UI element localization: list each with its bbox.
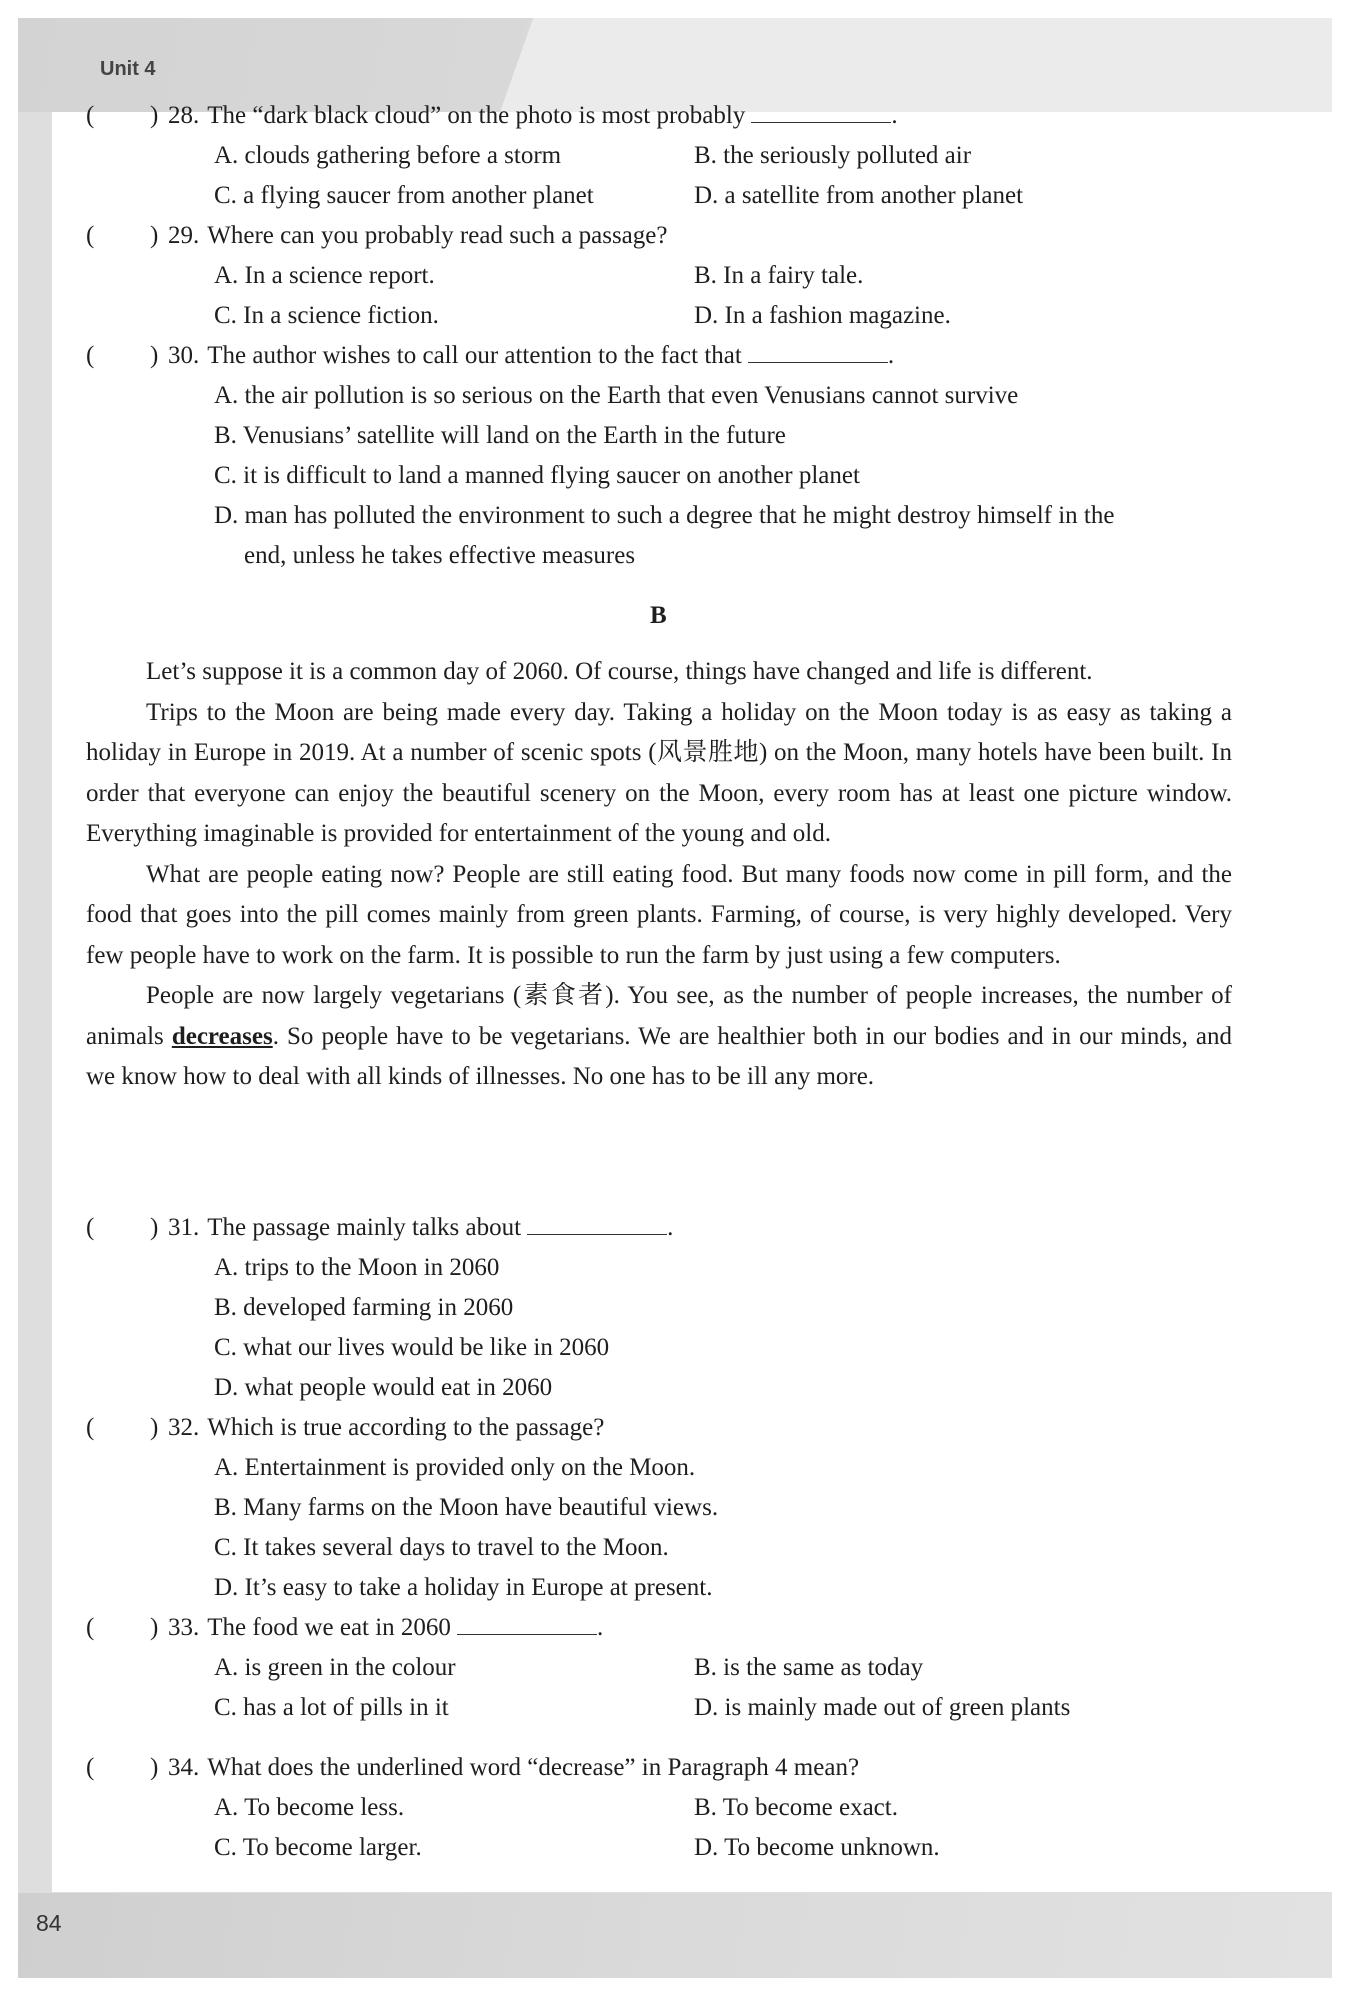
option-b: B. Many farms on the Moon have beautiful views. bbox=[214, 1494, 719, 1521]
option-c: C. To become larger. bbox=[214, 1834, 422, 1861]
paragraph-3-text: What are people eating now? People are still eating food. But many foods now come in pill form, and the food that goes into the pill comes mainly from green plants. Farming, of course, is very highly developed. Very few people have to work on the farm. It is possible to run the farm by just using a few computers. bbox=[86, 860, 1232, 969]
option-d-continued: end, unless he takes effective measures bbox=[244, 542, 636, 569]
answer-blank bbox=[527, 1212, 667, 1235]
option-b: B. In a fairy tale. bbox=[694, 262, 864, 289]
paragraph-1-text: Let’s suppose it is a common day of 2060. Of course, things have changed and life is different. bbox=[146, 658, 1093, 685]
answer-paren-close: ) bbox=[150, 1754, 159, 1781]
answer-paren-open: ( bbox=[86, 1414, 95, 1441]
paragraph-4-text-end: . So people have to be vegetarians. We are healthier both in our bodies and in our minds, and we know how to deal with all kinds of illnesses. No one has to be ill any more. bbox=[86, 1022, 1233, 1090]
option-a: A. clouds gathering before a storm bbox=[214, 142, 562, 169]
paragraph-2-text: Trips to the Moon are being made every day. Taking a holiday on the Moon today is as easy as taking a holiday in Europe in 2019. At a number of scenic spots (风景胜地) on the Moon, many hotels have been built. In order that everyone can enjoy the beautiful scenery on the Moon, every room has at least one picture window. Everything imaginable is provided for entertainment of the young and old. bbox=[86, 698, 1232, 847]
answer-paren-close: ) bbox=[150, 342, 159, 369]
option-a: A. the air pollution is so serious on the Earth that even Venusians cannot survive bbox=[214, 382, 1019, 409]
question-stem bbox=[168, 1212, 673, 1244]
question-number: 32. bbox=[168, 1414, 200, 1441]
paragraph-4 bbox=[86, 976, 1232, 1098]
question-text: The “dark black cloud” on the photo is most probably bbox=[207, 102, 746, 129]
question-stem bbox=[168, 1412, 604, 1444]
answer-blank bbox=[457, 1612, 597, 1635]
option-d: D. In a fashion magazine. bbox=[694, 302, 951, 329]
paragraph-2 bbox=[86, 693, 1232, 855]
question-stem bbox=[168, 340, 894, 372]
footer-band bbox=[18, 1893, 1332, 1978]
option-b: B. developed farming in 2060 bbox=[214, 1294, 514, 1321]
question-text: The author wishes to call our attention to the fact that bbox=[207, 342, 742, 369]
option-c: C. In a science fiction. bbox=[214, 302, 439, 329]
passage bbox=[86, 652, 1232, 1098]
page-number: 84 bbox=[36, 1910, 62, 1936]
option-d: D. To become unknown. bbox=[694, 1834, 940, 1861]
answer-paren-close: ) bbox=[150, 1214, 159, 1241]
question-number: 30. bbox=[168, 342, 200, 369]
unit-label: Unit 4 bbox=[100, 58, 156, 80]
question-text: What does the underlined word “decrease” in Paragraph 4 mean? bbox=[207, 1754, 860, 1781]
answer-paren-open: ( bbox=[86, 342, 95, 369]
header-decoration bbox=[500, 18, 1332, 112]
question-period: . bbox=[891, 102, 898, 129]
question-number: 33. bbox=[168, 1614, 200, 1641]
option-c: C. a flying saucer from another planet bbox=[214, 182, 594, 209]
question-stem bbox=[168, 1752, 859, 1784]
answer-paren-open: ( bbox=[86, 102, 95, 129]
option-c: C. it is difficult to land a manned flying saucer on another planet bbox=[214, 462, 860, 489]
answer-paren-close: ) bbox=[150, 222, 159, 249]
paragraph-3 bbox=[86, 855, 1232, 977]
question-text: The passage mainly talks about bbox=[207, 1214, 522, 1241]
option-a: A. Entertainment is provided only on the Moon. bbox=[214, 1454, 696, 1481]
option-c: C. It takes several days to travel to the Moon. bbox=[214, 1534, 669, 1561]
question-text: Where can you probably read such a passage? bbox=[207, 222, 668, 249]
question-stem bbox=[168, 100, 898, 132]
answer-paren-close: ) bbox=[150, 102, 159, 129]
question-number: 28. bbox=[168, 102, 200, 129]
option-b: B. is the same as today bbox=[694, 1654, 924, 1681]
question-number: 31. bbox=[168, 1214, 200, 1241]
answer-blank bbox=[751, 100, 891, 123]
option-b: B. the seriously polluted air bbox=[694, 142, 972, 169]
question-period: . bbox=[596, 1614, 604, 1641]
option-a: A. In a science report. bbox=[214, 262, 435, 289]
option-a: A. trips to the Moon in 2060 bbox=[214, 1254, 500, 1281]
question-number: 29. bbox=[168, 222, 200, 249]
question-text: Which is true according to the passage? bbox=[207, 1414, 605, 1441]
question-period: . bbox=[887, 342, 895, 369]
answer-paren-open: ( bbox=[86, 222, 95, 249]
option-b: B. Venusians’ satellite will land on the Earth in the future bbox=[214, 422, 786, 449]
underlined-word: decreases bbox=[171, 1022, 273, 1050]
question-stem bbox=[168, 220, 667, 252]
answer-paren-open: ( bbox=[86, 1614, 95, 1641]
option-c: C. what our lives would be like in 2060 bbox=[214, 1334, 610, 1361]
answer-paren-close: ) bbox=[150, 1414, 159, 1441]
option-a: A. To become less. bbox=[214, 1794, 405, 1821]
option-d: D. what people would eat in 2060 bbox=[214, 1374, 553, 1401]
paragraph-4-text: People are now largely vegetarians (素食者). You see, as the number of people increases, the number of animals bbox=[86, 982, 1232, 1050]
option-d: D. man has polluted the environment to such a degree that he might destroy himself in the bbox=[214, 502, 1115, 529]
option-d: D. is mainly made out of green plants bbox=[694, 1694, 1071, 1721]
answer-blank bbox=[748, 340, 888, 363]
option-c: C. has a lot of pills in it bbox=[214, 1694, 449, 1721]
question-stem bbox=[168, 1612, 603, 1644]
paragraph-1 bbox=[86, 652, 1232, 693]
option-d: D. a satellite from another planet bbox=[694, 182, 1024, 209]
answer-paren-open: ( bbox=[86, 1754, 95, 1781]
question-text: The food we eat in 2060 bbox=[207, 1614, 451, 1641]
answer-paren-open: ( bbox=[86, 1214, 95, 1241]
option-b: B. To become exact. bbox=[694, 1794, 898, 1821]
option-d: D. It’s easy to take a holiday in Europe at present. bbox=[214, 1574, 713, 1601]
section-b-label: B bbox=[650, 602, 667, 629]
option-a: A. is green in the colour bbox=[214, 1654, 456, 1681]
answer-paren-close: ) bbox=[150, 1614, 159, 1641]
question-period: . bbox=[667, 1214, 674, 1241]
question-number: 34. bbox=[168, 1754, 200, 1781]
